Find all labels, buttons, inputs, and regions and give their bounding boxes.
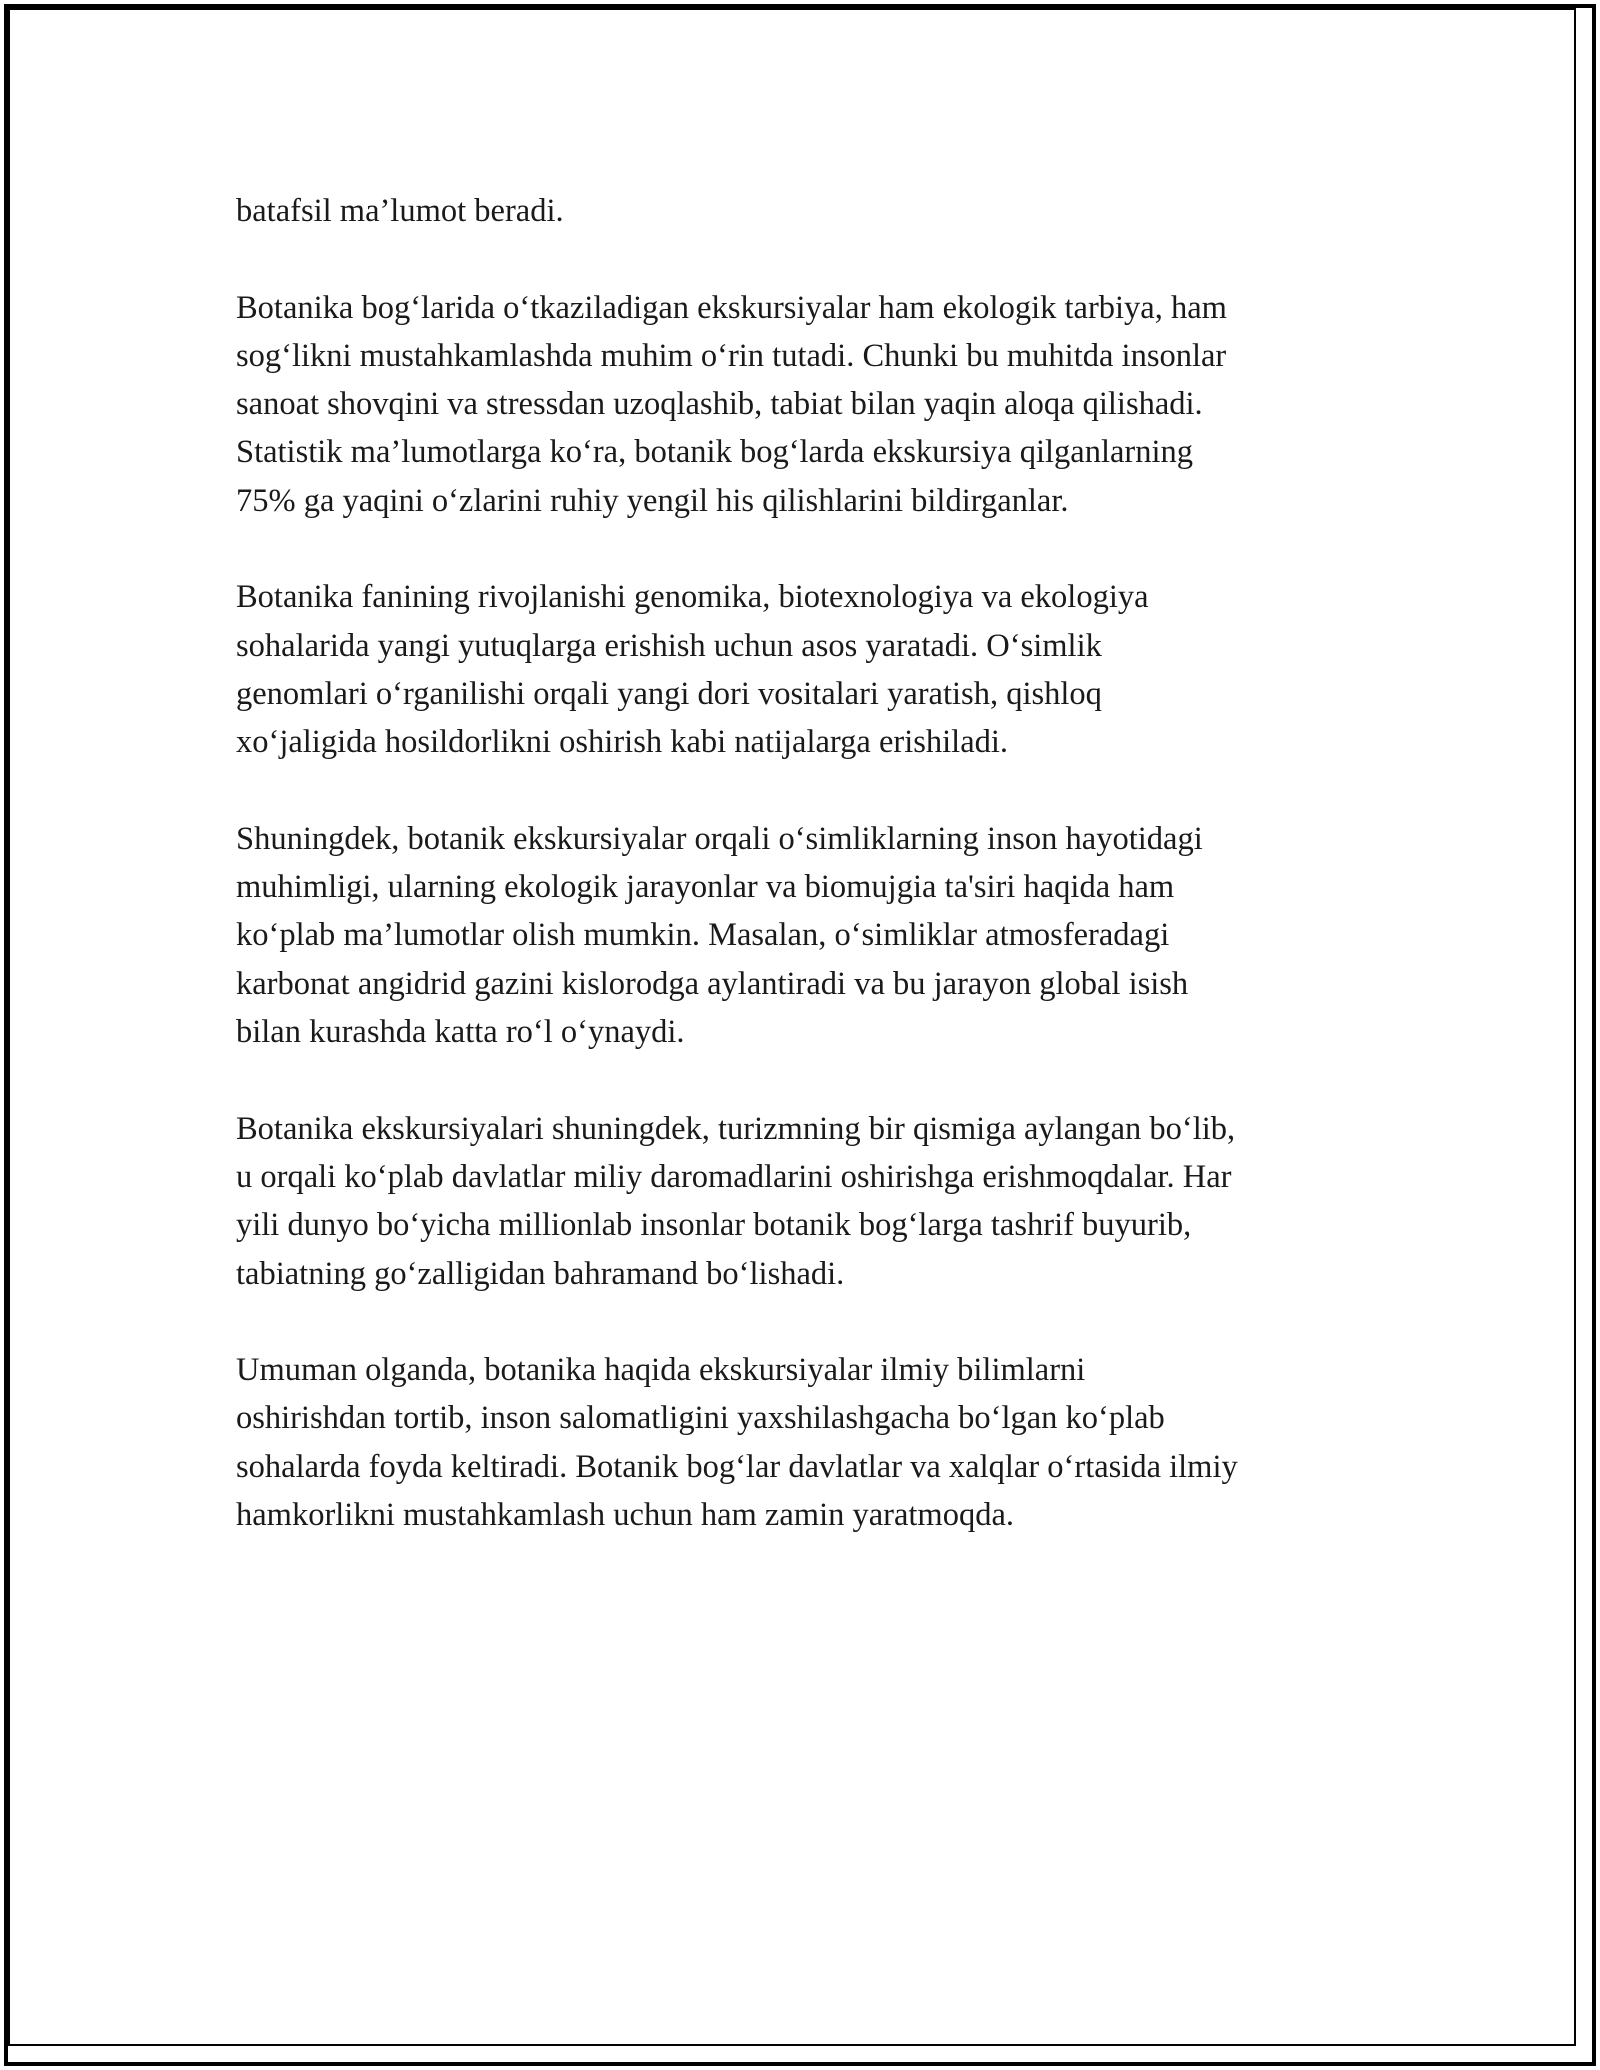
paragraph xyxy=(236,1346,1406,1539)
text-line: muhimligi, ularning ekologik jarayonlar va biomujgia ta'siri haqida ham xyxy=(236,869,1175,906)
text-line: Umuman olganda, botanika haqida ekskursiyalar ilmiy bilimlarni xyxy=(236,1352,1086,1389)
text-line: sohalarida yangi yutuqlarga erishish uchun asos yaratadi. O‘simlik xyxy=(236,627,1102,664)
document-body xyxy=(236,187,1406,1588)
text-line: tabiatning go‘zalligidan bahramand bo‘lishadi. xyxy=(236,1255,845,1292)
text-line: Botanika bog‘larida o‘tkaziladigan ekskursiyalar ham ekologik tarbiya, ham xyxy=(236,289,1227,326)
text-line: u orqali ko‘plab davlatlar miliy daromadlarini oshirishga erishmoqdalar. Har xyxy=(236,1158,1232,1195)
text-line: Statistik ma’lumotlarga ko‘ra, botanik bog‘larda ekskursiya qilganlarning xyxy=(236,434,1194,471)
text-line: karbonat angidrid gazini kislorodga aylantiradi va bu jarayon global isish xyxy=(236,965,1189,1002)
text-line: oshirishdan tortib, inson salomatligini yaxshilashgacha bo‘lgan ko‘plab xyxy=(236,1400,1165,1437)
text-line: ko‘plab ma’lumotlar olish mumkin. Masalan, o‘simliklar atmosferadagi xyxy=(236,917,1170,954)
text-line: sohalarda foyda keltiradi. Botanik bog‘lar davlatlar va xalqlar o‘rtasida ilmiy xyxy=(236,1448,1238,1485)
paragraph xyxy=(236,1105,1406,1298)
text-line: xo‘jaligida hosildorlikni oshirish kabi natijalarga erishiladi. xyxy=(236,724,1009,761)
paragraph xyxy=(236,573,1406,766)
text-line: yili dunyo bo‘yicha millionlab insonlar botanik bog‘larga tashrif buyurib, xyxy=(236,1207,1192,1244)
text-line: sanoat shovqini va stressdan uzoqlashib, tabiat bilan yaqin aloqa qilishadi. xyxy=(236,386,1203,423)
text-line: Botanika ekskursiyalari shuningdek, turizmning bir qismiga aylangan bo‘lib, xyxy=(236,1110,1236,1147)
text-line: Botanika fanining rivojlanishi genomika, biotexnologiya va ekologiya xyxy=(236,579,1149,616)
paragraph xyxy=(236,815,1406,1056)
text-line: batafsil ma’lumot beradi. xyxy=(236,193,564,229)
text-line: Shuningdek, botanik ekskursiyalar orqali o‘simliklarning inson hayotidagi xyxy=(236,820,1203,857)
paragraph xyxy=(236,284,1406,525)
text-line: 75% ga yaqini o‘zlarini ruhiy yengil his qilishlarini bildirganlar. xyxy=(236,482,1069,519)
text-line: genomlari o‘rganilishi orqali yangi dori vositalari yaratish, qishloq xyxy=(236,675,1102,712)
text-line: sog‘likni mustahkamlashda muhim o‘rin tutadi. Chunki bu muhitda insonlar xyxy=(236,337,1227,374)
text-line: hamkorlikni mustahkamlash uchun ham zamin yaratmoqda. xyxy=(236,1497,1015,1534)
text-line: bilan kurashda katta ro‘l o‘ynaydi. xyxy=(236,1014,685,1051)
paragraph xyxy=(236,187,1406,235)
